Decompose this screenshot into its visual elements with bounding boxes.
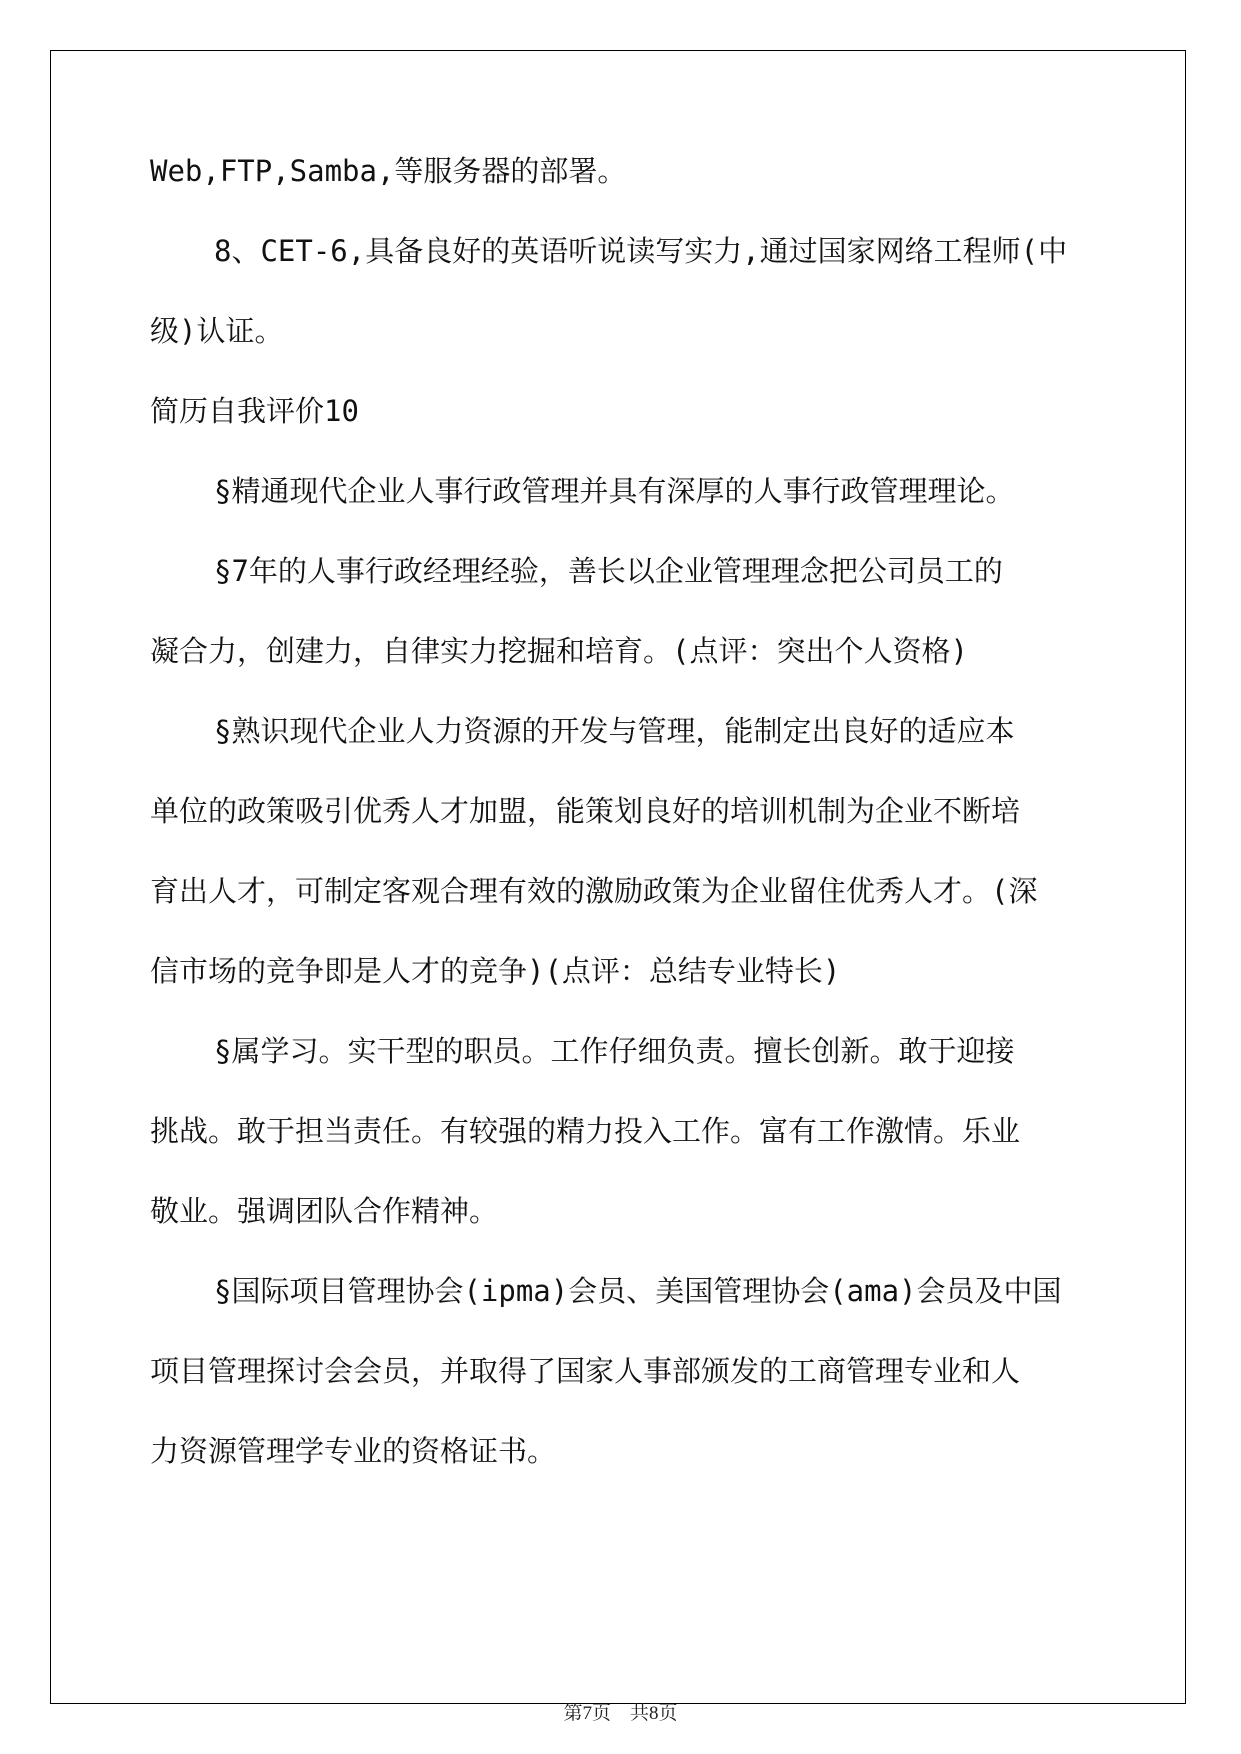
text-line: §国际项目管理协会(ipma)会员、美国管理协会(ama)会员及中国 [214, 1274, 1062, 1308]
text-line: §属学习。实干型的职员。工作仔细负责。擅长创新。敢于迎接 [214, 1034, 1015, 1068]
text-line: Web,FTP,Samba,等服务器的部署。 [150, 154, 627, 188]
text-line: 育出人才，可制定客观合理有效的激励政策为企业留住优秀人才。(深 [150, 874, 1038, 908]
text-line: 凝合力，创建力，自律实力挖掘和培育。(点评：突出个人资格) [150, 634, 968, 668]
text-line: 力资源管理学专业的资格证书。 [150, 1434, 557, 1468]
text-line: 单位的政策吸引优秀人才加盟，能策划良好的培训机制为企业不断培 [150, 794, 1021, 828]
text-line: 信市场的竞争即是人才的竞争)(点评：总结专业特长) [150, 954, 841, 988]
text-line: 8、CET-6,具备良好的英语听说读写实力,通过国家网络工程师(中 [214, 234, 1068, 268]
text-line: 敬业。强调团队合作精神。 [150, 1194, 499, 1228]
section-heading: 简历自我评价10 [150, 394, 359, 428]
text-line: 项目管理探讨会会员，并取得了国家人事部颁发的工商管理专业和人 [150, 1354, 1021, 1388]
text-line: §精通现代企业人事行政管理并具有深厚的人事行政管理理论。 [214, 474, 1015, 508]
text-line: §7年的人事行政经理经验，善长以企业管理理念把公司员工的 [214, 554, 1003, 588]
text-line: 挑战。敢于担当责任。有较强的精力投入工作。富有工作激情。乐业 [150, 1114, 1021, 1148]
page-number-footer: 第7页 共8页 [563, 1703, 678, 1724]
text-line: §熟识现代企业人力资源的开发与管理，能制定出良好的适应本 [214, 714, 1015, 748]
text-line: 级)认证。 [150, 314, 284, 348]
document-body [150, 152, 1090, 1512]
